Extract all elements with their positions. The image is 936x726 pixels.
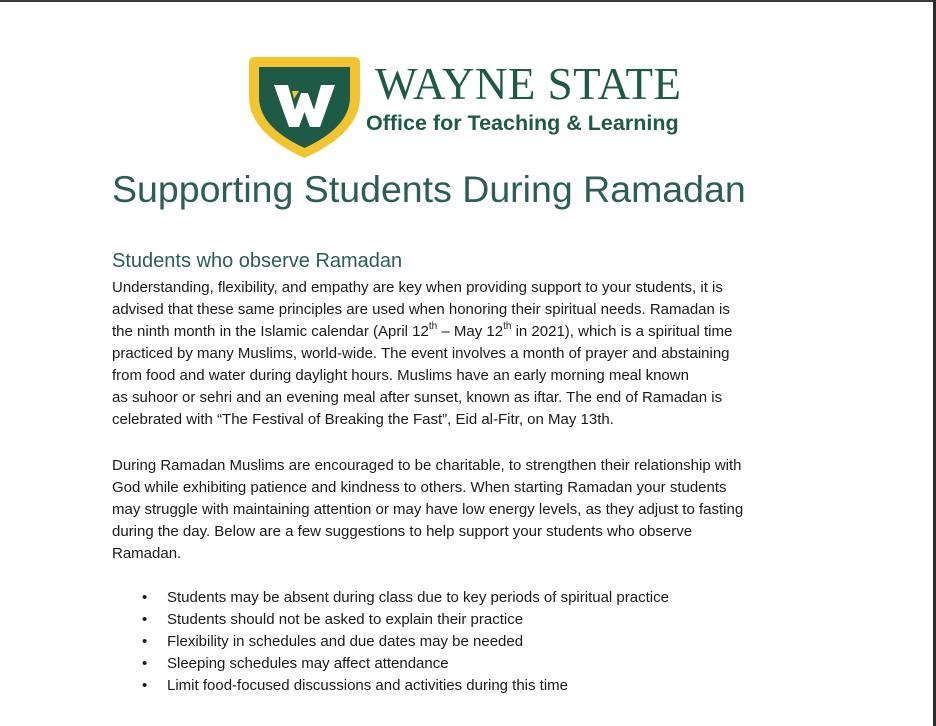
list-item [142, 609, 669, 631]
list-item [142, 631, 669, 653]
bullet-icon: • [142, 677, 148, 694]
bullet-icon: • [142, 611, 148, 628]
list-item-text: Students may be absent during class due to key periods of spiritual practice [167, 589, 669, 606]
page-title: Supporting Students During Ramadan [112, 168, 746, 210]
list-item [142, 653, 669, 675]
paragraph-2-line: Ramadan. [112, 545, 182, 562]
paragraph-1-line: celebrated with “The Festival of Breaking the Fast”, Eid al-Fitr, on May 13th. [112, 411, 614, 428]
wayne-state-logo [247, 55, 702, 160]
suggestions-list [142, 587, 669, 697]
list-item-text: Flexibility in schedules and due dates may be needed [167, 633, 524, 650]
paragraph-2-line: during the day. Below are a few suggestions to help support your students who observe [112, 523, 693, 540]
ordinal-suffix: th [503, 321, 512, 332]
list-item [142, 675, 669, 697]
list-item-text: Students should not be asked to explain their practice [167, 611, 524, 628]
paragraph-1-line: as suhoor or sehri and an evening meal after sunset, known as iftar. The end of Ramadan is [112, 389, 723, 406]
office-name: Office for Teaching & Learning [366, 111, 679, 135]
list-item [142, 587, 669, 609]
paragraph-2 [112, 455, 743, 565]
section-heading: Students who observe Ramadan [112, 250, 403, 272]
list-item-text: Limit food-focused discussions and activities during this time [167, 677, 569, 694]
paragraph-1-line-dates [112, 321, 732, 343]
org-name: WAYNE STATE [375, 59, 682, 109]
bullet-icon: • [142, 655, 148, 672]
bullet-icon: • [142, 589, 148, 606]
dates-text-c: in 2021), which is a spiritual time [511, 323, 733, 340]
ordinal-suffix: th [428, 321, 438, 332]
dates-text-b: – May 12 [437, 323, 504, 340]
page-border-top [0, 0, 936, 2]
paragraph-2-line: During Ramadan Muslims are encouraged to be charitable, to strengthen their relationship with [112, 457, 742, 474]
paragraph-2-line: may struggle with maintaining attention or may have low energy levels, as they adjust to fasting [112, 501, 744, 518]
paragraph-1-line: from food and water during daylight hours. Muslims have an early morning meal known [112, 367, 689, 384]
paragraph-1-line: advised that these same principles are used when honoring their spiritual needs. Ramadan is [112, 301, 730, 318]
bullet-icon: • [142, 633, 148, 650]
paragraph-1 [112, 277, 732, 431]
dates-text-a: the ninth month in the Islamic calendar (April 12 [112, 323, 429, 340]
paragraph-2-line: God while exhibiting patience and kindness to others. When starting Ramadan your students [112, 479, 727, 496]
paragraph-1-line: Understanding, flexibility, and empathy are key when providing support to your students, it is [112, 279, 723, 296]
paragraph-1-line: practiced by many Muslims, world-wide. The event involves a month of prayer and abstaining [112, 345, 730, 362]
list-item-text: Sleeping schedules may affect attendance [167, 655, 449, 672]
shield-w-icon [247, 55, 362, 160]
